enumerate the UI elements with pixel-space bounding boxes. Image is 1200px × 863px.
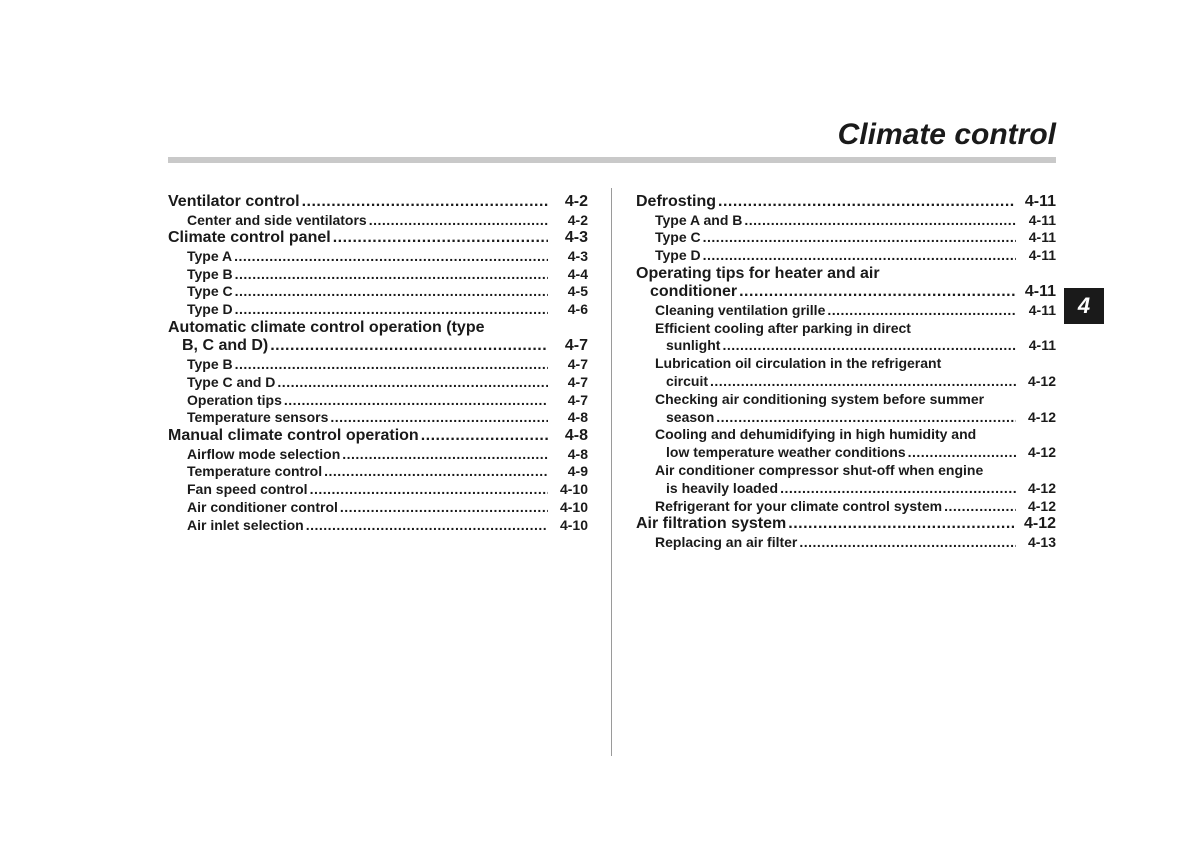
toc-subsection-entry[interactable]: [168, 212, 588, 230]
toc-entry-label: Fan speed control: [187, 481, 308, 498]
toc-page-number: 4-9: [567, 463, 588, 480]
toc-page-number: 4-11: [1024, 193, 1056, 210]
toc-subsection-entry[interactable]: [168, 266, 588, 284]
chapter-tab: 4: [1064, 288, 1104, 324]
toc-page-number: 4-11: [1024, 283, 1056, 301]
toc-entry-label: sunlight: [666, 337, 721, 354]
toc-section-entry[interactable]: [168, 229, 588, 248]
toc-entry-label: Manual climate control operation: [168, 427, 419, 445]
toc-entry-label: Air filtration system: [636, 515, 787, 533]
toc-entry-label: Air inlet selection: [187, 516, 304, 533]
toc-page-number: 4-13: [1027, 533, 1056, 550]
dot-leader: [714, 409, 1016, 427]
toc-entry-line: [655, 534, 1056, 552]
dot-leader: [778, 480, 1016, 498]
toc-subsection-entry[interactable]: [168, 248, 588, 266]
toc-entry-label: Type C: [655, 229, 701, 246]
dot-leader: [233, 301, 548, 319]
dot-leader: [308, 481, 548, 499]
toc-entry-line: [655, 247, 1056, 265]
toc-page-number: 4-11: [1028, 301, 1056, 318]
toc-entry-label: Type D: [655, 247, 701, 264]
toc-subsection-entry[interactable]: [168, 481, 588, 499]
dot-leader: [797, 534, 1016, 552]
toc-entry-label: Temperature control: [187, 463, 323, 480]
toc-entry-label: Refrigerant for your climate control system: [655, 497, 943, 514]
toc-page-number: 4-12: [1027, 373, 1056, 390]
toc-page-number: 4-11: [1028, 337, 1056, 354]
toc-subsection-entry[interactable]: [636, 247, 1056, 265]
toc-page-number: 4-4: [567, 265, 588, 282]
toc-entry-line: [168, 337, 588, 356]
dot-leader: [300, 193, 548, 212]
toc-entry-label: Cleaning ventilation grille: [655, 301, 826, 318]
toc-entry-label: Type C and D: [187, 373, 276, 390]
toc-entry-label-line: Efficient cooling after parking in direct: [655, 319, 911, 336]
toc-entry-line: [655, 302, 1056, 320]
toc-subsection-entry[interactable]: [168, 499, 588, 517]
toc-entry-line: [655, 212, 1056, 230]
toc-page-number: 4-8: [564, 427, 588, 445]
toc-section-entry[interactable]: [168, 319, 588, 356]
toc-page-number: 4-7: [564, 337, 588, 355]
toc-entry-line: [655, 498, 1056, 516]
toc-entry-line: [187, 212, 588, 230]
toc-entry-label: Type D: [187, 301, 233, 318]
chapter-title: Climate control: [837, 118, 1056, 151]
toc-section-entry[interactable]: [168, 193, 588, 212]
toc-page-number: 4-11: [1028, 229, 1056, 246]
toc-entry-line: [187, 446, 588, 464]
toc-entry-label: conditioner: [650, 283, 738, 301]
toc-page-number: 4-7: [567, 355, 588, 372]
toc-list-right: [636, 193, 1056, 552]
toc-subsection-entry[interactable]: [168, 446, 588, 464]
toc-entry-line: [168, 193, 588, 212]
toc-subsection-entry[interactable]: [168, 374, 588, 392]
toc-entry-label: circuit: [666, 373, 709, 390]
dot-leader: [331, 229, 548, 248]
toc-entry-line: [168, 229, 588, 248]
dot-leader: [233, 266, 548, 284]
toc-page-number: 4-8: [567, 409, 588, 426]
toc-subsection-entry[interactable]: [168, 356, 588, 374]
toc-subsection-entry[interactable]: [168, 392, 588, 410]
dot-leader: [419, 427, 548, 446]
toc-subsection-entry[interactable]: [636, 355, 1056, 391]
toc-entry-label: Operation tips: [187, 391, 282, 408]
toc-entry-line: [636, 515, 1056, 534]
toc-right-column: [636, 193, 1056, 552]
dot-leader: [282, 392, 548, 410]
toc-page-number: 4-2: [567, 211, 588, 228]
toc-subsection-entry[interactable]: [636, 302, 1056, 320]
toc-list-left: [168, 193, 588, 535]
toc-page-number: 4-12: [1027, 444, 1056, 461]
toc-entry-line: [187, 266, 588, 284]
toc-subsection-entry[interactable]: [636, 462, 1056, 498]
dot-leader: [701, 247, 1016, 265]
toc-entry-line: [187, 463, 588, 481]
toc-entry-label: season: [666, 408, 715, 425]
dot-leader: [275, 374, 548, 392]
toc-entry-line: [655, 409, 1056, 427]
toc-subsection-entry[interactable]: [636, 212, 1056, 230]
toc-entry-label: Center and side ventilators: [187, 211, 367, 228]
dot-leader: [942, 498, 1016, 516]
toc-subsection-entry[interactable]: [636, 229, 1056, 247]
dot-leader: [322, 463, 548, 481]
dot-leader: [786, 515, 1014, 534]
toc-page-number: 4-10: [559, 481, 588, 498]
dot-leader: [708, 373, 1016, 391]
toc-entry-line: [187, 409, 588, 427]
toc-page-number: 4-11: [1028, 247, 1056, 264]
column-divider: [611, 188, 612, 756]
toc-page-number: 4-10: [559, 516, 588, 533]
toc-entry-line: [655, 444, 1056, 462]
dot-leader: [720, 337, 1016, 355]
toc-entry-label: Type A: [187, 247, 233, 264]
toc-subsection-entry[interactable]: [636, 426, 1056, 462]
toc-entry-line: [655, 373, 1056, 391]
dot-leader: [701, 229, 1016, 247]
toc-entry-line: [655, 229, 1056, 247]
toc-subsection-entry[interactable]: [168, 409, 588, 427]
toc-entry-line: [187, 283, 588, 301]
dot-leader: [232, 248, 548, 266]
toc-subsection-entry[interactable]: [636, 391, 1056, 427]
dot-leader: [825, 302, 1016, 320]
toc-section-entry[interactable]: [636, 193, 1056, 212]
toc-subsection-entry[interactable]: [168, 463, 588, 481]
toc-entry-line: [187, 374, 588, 392]
toc-entry-label: Type C: [187, 283, 233, 300]
title-underline: [168, 157, 1056, 163]
dot-leader: [716, 193, 1015, 212]
toc-subsection-entry[interactable]: [636, 534, 1056, 552]
toc-page-number: 4-8: [567, 445, 588, 462]
toc-entry-line: [187, 392, 588, 410]
toc-page-number: 4-6: [567, 301, 588, 318]
dot-leader: [233, 283, 548, 301]
toc-entry-line: [187, 499, 588, 517]
toc-entry-line: [187, 301, 588, 319]
toc-entry-line: [187, 248, 588, 266]
toc-subsection-entry[interactable]: [168, 283, 588, 301]
toc-page-number: 4-7: [567, 373, 588, 390]
dot-leader: [737, 283, 1015, 302]
toc-page-number: 4-5: [567, 283, 588, 300]
toc-entry-line: [636, 193, 1056, 212]
toc-entry-line: [655, 337, 1056, 355]
toc-entry-label-line: Automatic climate control operation (type: [168, 318, 485, 336]
toc-page-number: 4-12: [1027, 497, 1056, 514]
toc-subsection-entry[interactable]: [636, 320, 1056, 356]
toc-entry-label: Ventilator control: [168, 193, 300, 210]
toc-page-number: 4-10: [559, 499, 588, 516]
toc-entry-label-line: Operating tips for heater and air: [636, 264, 880, 282]
toc-page-number: 4-12: [1027, 479, 1056, 496]
toc-entry-line: [187, 517, 588, 535]
toc-subsection-entry[interactable]: [636, 498, 1056, 516]
toc-entry-label-line: Cooling and dehumidifying in high humidity and: [655, 426, 977, 443]
toc-entry-label-line: Lubrication oil circulation in the refrigerant: [655, 355, 942, 372]
dot-leader: [233, 356, 548, 374]
dot-leader: [328, 409, 548, 427]
toc-left-column: [168, 193, 588, 535]
dot-leader: [340, 446, 548, 464]
toc-subsection-entry[interactable]: [168, 301, 588, 319]
dot-leader: [742, 212, 1016, 230]
toc-section-entry[interactable]: [168, 427, 588, 446]
toc-page-number: 4-12: [1027, 408, 1056, 425]
toc-entry-label: Temperature sensors: [187, 409, 329, 426]
toc-entry-label-line: Air conditioner compressor shut-off when engine: [655, 462, 984, 479]
toc-entry-label: Type A and B: [655, 211, 743, 228]
toc-entry-line: [655, 480, 1056, 498]
toc-entry-line: [187, 356, 588, 374]
toc-page-number: 4-7: [567, 391, 588, 408]
toc-page-number: 4-3: [564, 229, 588, 247]
toc-entry-label-line: Checking air conditioning system before summer: [655, 390, 985, 407]
toc-entry-line: [168, 427, 588, 446]
toc-entry-label: Air conditioner control: [187, 499, 338, 516]
toc-section-entry[interactable]: [636, 515, 1056, 534]
dot-leader: [338, 499, 548, 517]
toc-entry-label: Type B: [187, 355, 233, 372]
dot-leader: [906, 444, 1016, 462]
toc-entry-label: low temperature weather conditions: [666, 444, 906, 461]
toc-entry-line: [187, 481, 588, 499]
toc-entry-label: B, C and D): [182, 337, 269, 355]
toc-entry-label: Airflow mode selection: [187, 445, 341, 462]
dot-leader: [367, 212, 548, 230]
toc-page-number: 4-12: [1023, 515, 1056, 533]
toc-entry-label: Climate control panel: [168, 229, 331, 247]
toc-page-number: 4-3: [567, 247, 588, 264]
toc-section-entry[interactable]: [636, 265, 1056, 302]
toc-page-number: 4-2: [564, 193, 588, 210]
dot-leader: [304, 517, 548, 535]
toc-entry-label: is heavily loaded: [666, 479, 779, 496]
toc-entry-label: Replacing an air filter: [655, 533, 798, 550]
toc-page-number: 4-11: [1028, 211, 1056, 228]
dot-leader: [268, 337, 548, 356]
toc-subsection-entry[interactable]: [168, 517, 588, 535]
toc-entry-label: Type B: [187, 265, 233, 282]
toc-entry-line: [636, 283, 1056, 302]
toc-entry-label: Defrosting: [636, 193, 716, 210]
